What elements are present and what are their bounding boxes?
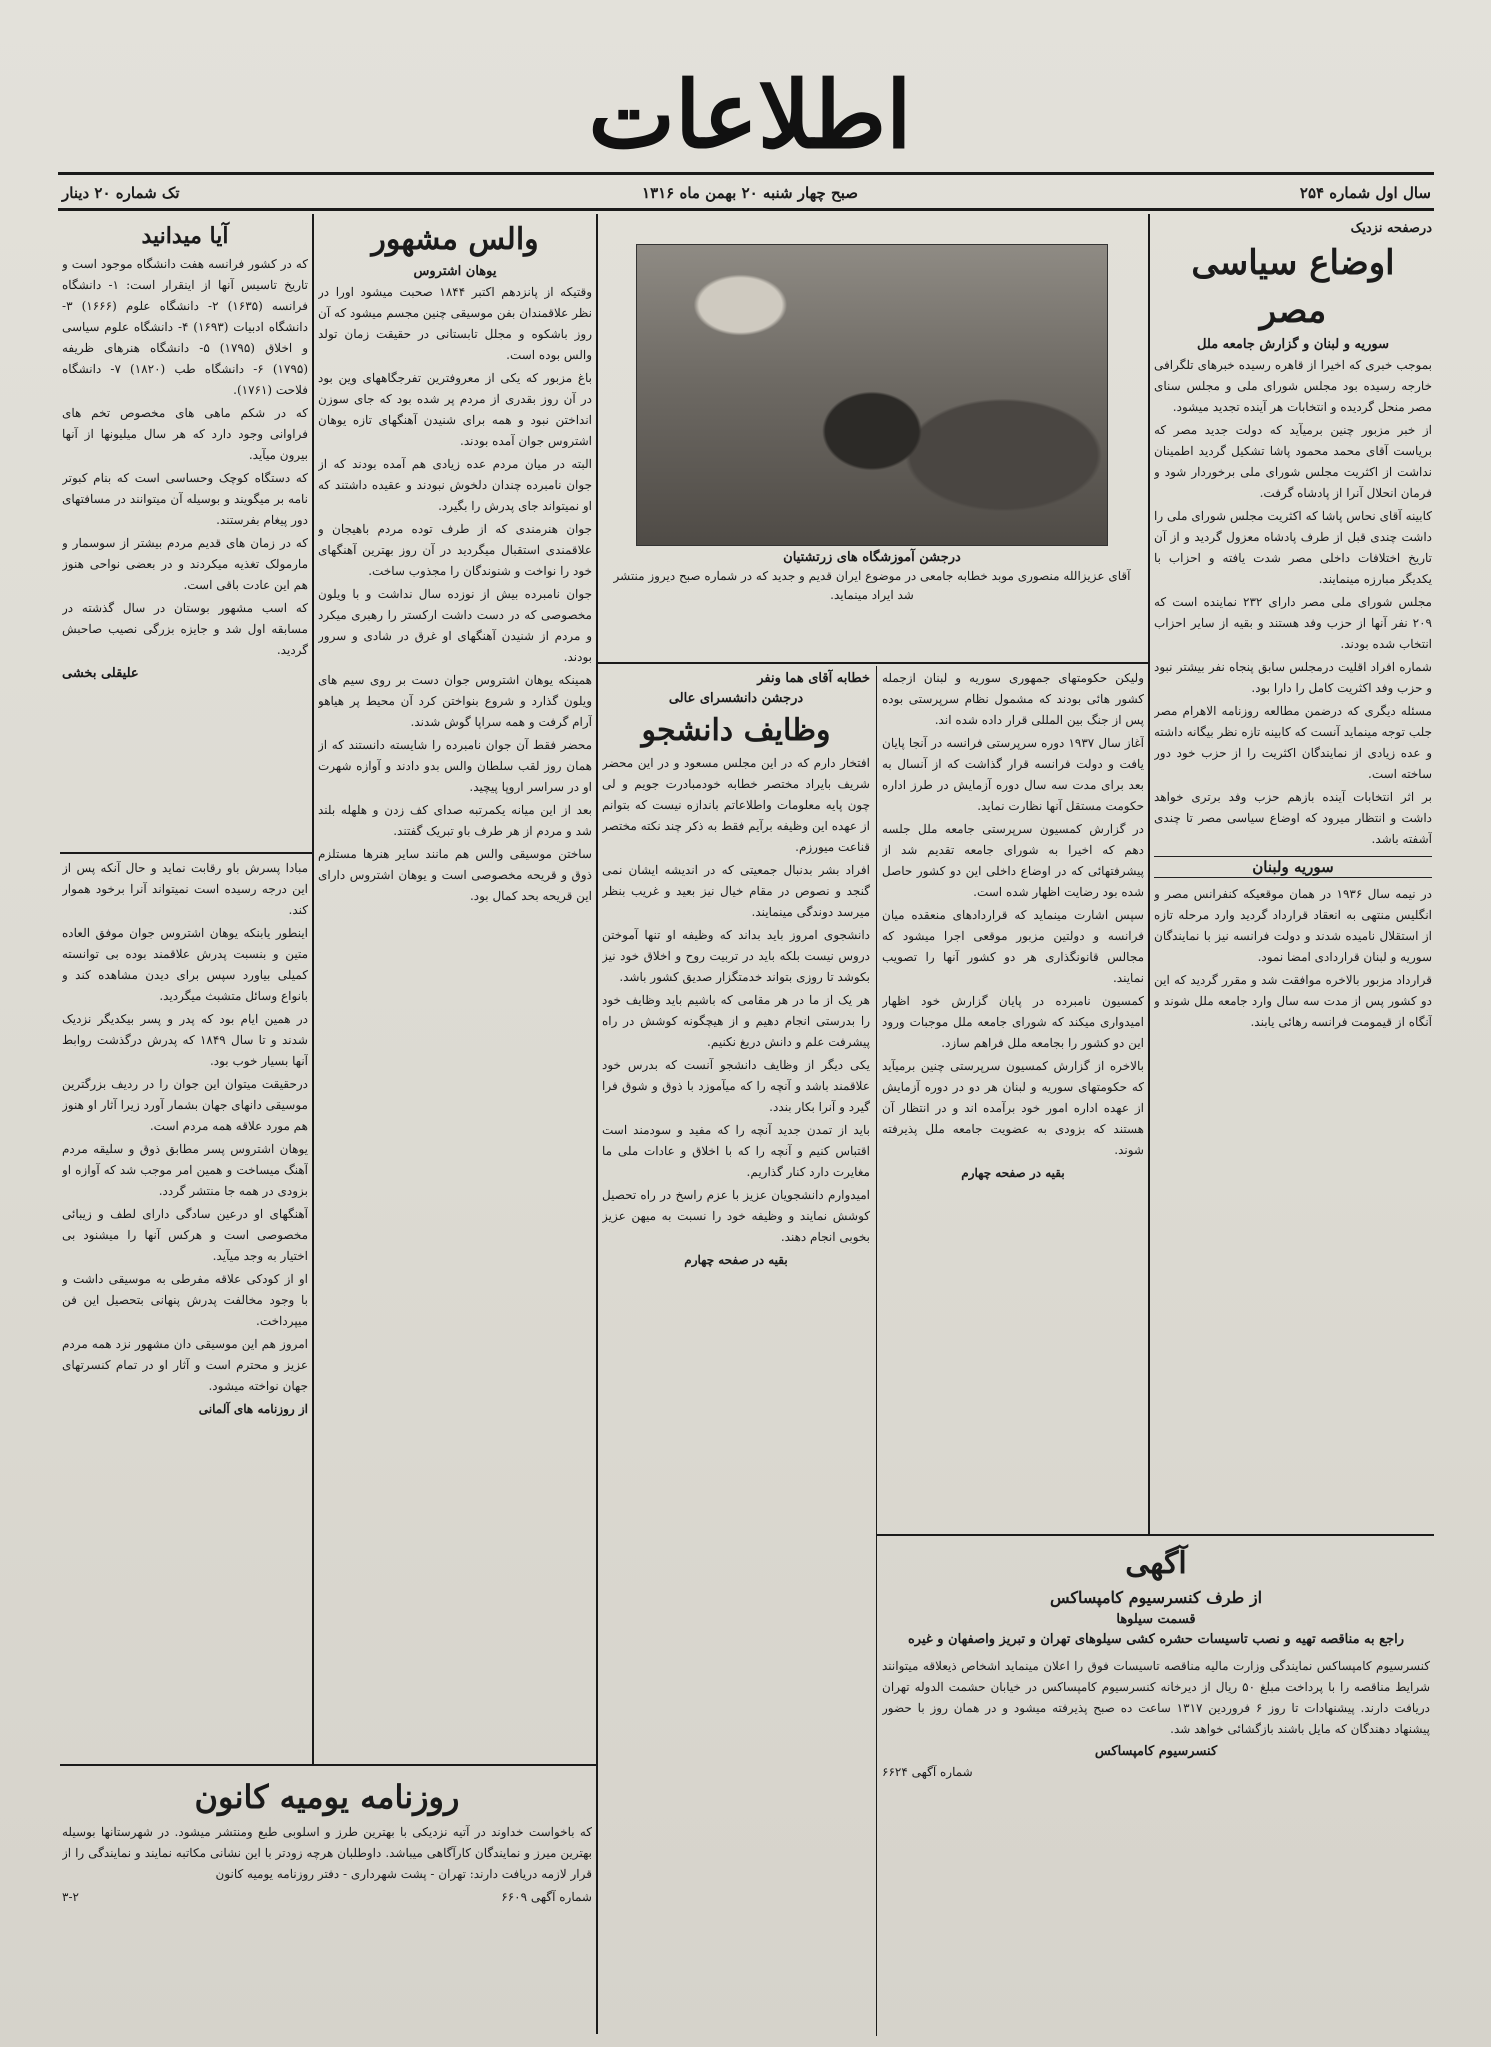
continued-note: بقیه در صفحه چهارم xyxy=(961,1166,1065,1180)
article-paragraph: یکی دیگر از وظایف دانشجو آنست که بدرس خود علاقمند باشد و آنچه را که میآموزد با ذوق و شوق فرا گیرد و آنرا بکار بندد. xyxy=(602,1058,870,1114)
article-paragraph: اینطور یابنکه یوهان اشتروس جوان موفق العاده متین و بنسبت پدرش علاقمند بوده بی توانسته کمیلی بیاورد سپس برای دیدن مشاهده کند و بانواع وسائل متشبث میگردید. xyxy=(62,926,308,1003)
article-paragraph: البته در میان مردم عده زیادی هم آمده بودند که از جوان نامبرده چندان دلخوش نبودند و عقیده داشتند که او نمیتواند جای پدرش را بگیرد. xyxy=(318,457,592,513)
ad-title: آگهی xyxy=(1125,1546,1187,1581)
section-rule xyxy=(60,1764,596,1766)
ad-line: قسمت سیلوها xyxy=(1116,1612,1196,1627)
fact-item: که در شکم ماهی های مخصوص تخم های فراوانی وجود دارد که هر سال میلیونها از آنها بیرون میآید. xyxy=(62,406,308,462)
article-paragraph: در همین ایام بود که پدر و پسر بیکدیگر نزدیک شدند و تا سال ۱۸۴۹ که پدرش درگذشت روابط آنها بسیار خوب بود. xyxy=(62,1012,308,1068)
article-paragraph: افراد بشر بدنبال جمعیتی که در اندیشه ایشان نمی گنجد و نصوص در مقام خیال نیز بعید و غریب بنظر میرسد دوندگی مینمایند. xyxy=(602,863,870,919)
ad-line: راجع به مناقصه تهیه و نصب تاسیسات حشره کشی سیلوهای تهران و تبریز واصفهان و غیره xyxy=(907,1632,1405,1647)
section-rule xyxy=(60,852,312,854)
article-paragraph: محضر فقط آن جوان نامبرده را شایسته دانستند که از همان روز لقب سلطان والس بدو دادند و آوازه شهرت او در سراسر اروپا پیچید. xyxy=(318,738,592,794)
source-note: از روزنامه های آلمانی xyxy=(198,1402,308,1416)
issue-price: تک شماره ۲۰ دینار xyxy=(62,184,180,202)
section-rule xyxy=(596,662,1148,664)
article-author: یوهان اشتروس xyxy=(413,264,497,279)
photo-caption-title: درجشن آموزشگاه های زرتشتیان xyxy=(783,550,961,565)
column-rule xyxy=(596,214,598,2034)
column-rule xyxy=(876,666,877,2036)
article-paragraph: مبادا پسرش باو رقابت نماید و حال آنکه پس از این درجه رسیده است نمیتواند آنرا برخود هموار کند. xyxy=(62,861,308,917)
ad-body: کنسرسیوم کامپساکس نمایندگی وزارت مالیه مناقصه تاسیسات فوق را اعلان مینماید اشخاص ذیعلاقه میتوانند شرایط مناقصه را با پرداخت مبلغ ۵۰ ریال از دیرخانه کنسرسیوم کامپساکس در خیابان حشمت الدوله تهران دریافت دارند. پیشنهادات تا روز ۶ فروردین ۱۳۱۷ ساعت ده صبح پذیرفته میشود و در همان روز با حضور پیشنهاد دهندگان که مایل باشند بازگشائی خواهد شد. xyxy=(882,1659,1430,1736)
section-heading: سوریه ولبنان xyxy=(1154,856,1432,878)
article-paragraph: جوان هنرمندی که از طرف توده مردم باهیجان و علاقمندی استقبال میگردید در آن روز بهترین آهنگهای خود را نواخت و شنوندگان را مجذوب ساخت. xyxy=(318,522,592,578)
column-rule xyxy=(312,214,314,1764)
article-paragraph: آهنگهای او درعین سادگی دارای لطف و زیبائی مخصوصی است و هرکس آنها را میشنود بی اختیار به وجد میآید. xyxy=(62,1207,308,1263)
article-paragraph: یوهان اشتروس پسر مطابق ذوق و سلیقه مردم آهنگ میساخت و همین امر موجب شد که آوازه او بزودی در همه جا منتشر گردد. xyxy=(62,1142,308,1198)
photo-caption xyxy=(606,548,1138,605)
article-student-duties xyxy=(602,668,870,2030)
article-paragraph: بالاخره از گزارش کمسیون سرپرستی چنین برمیآید که حکومتهای سوریه و لبنان هر دو در دوره آزمایش از عهده اداره امور خود برآمده اند و در انتظار آن هستند که بزودی به عضویت جامعه ملل پذیرفته شوند. xyxy=(882,1059,1144,1157)
article-paragraph: درحقیقت میتوان این جوان را در ردیف بزرگترین موسیقی دانهای جهان بشمار آورد زیرا آثار او هنوز هم مورد علاقه همه مردم است. xyxy=(62,1077,308,1133)
article-strauss-continued xyxy=(62,858,308,1758)
article-paragraph: ولیکن حکومتهای جمهوری سوریه و لبنان ازجمله کشور هائی بودند که مشمول نظام سرپرستی بوده پس از جنگ بین المللی قرار داده شده اند. xyxy=(882,671,1144,727)
issue-date: صبح چهار شنبه ۲۰ بهمن ماه ۱۳۱۶ xyxy=(642,184,858,202)
article-paragraph: دانشجوی امروز باید بداند که وظیفه او تنها آموختن دروس نیست بلکه باید در تربیت روح و اخلاق خود نیز بکوشد تا روزی بتواند خدمتگزار صدیق کشور باشد. xyxy=(602,928,870,984)
fact-item: که در کشور فرانسه هفت دانشگاه موجود است و تاریخ تاسیس آنها از اینقرار است: ۱- دانشگاه فرانسه (۱۶۳۵) ۲- دانشگاه علوم (۱۶۶۶) ۳- دانشگاه ادبیات (۱۶۹۳) ۴- دانشگاه علوم سیاسی و اخلاق (۱۷۹۵) ۵- دانشگاه هنرهای ظریفه (۱۷۹۵) ۶- دانشگاه طب (۱۸۲۰) ۷- دانشگاه فلاحت (۱۷۶۱). xyxy=(62,257,308,397)
ad-line: از طرف کنسرسیوم کامپساکس xyxy=(1049,1588,1263,1607)
article-paragraph: بعد از این میانه یکمرتبه صدای کف زدن و هلهله بلند شد و مردم از هر طرف باو تبریک گفتند. xyxy=(318,803,592,838)
masthead-rule-bottom xyxy=(58,208,1434,211)
article-headline: اوضاع سیاسی مصر xyxy=(1191,243,1395,331)
ad-number: شماره آگهی ۶۶۰۹ xyxy=(501,1890,592,1904)
article-headline: آیا میدانید xyxy=(141,223,229,249)
article-kicker: درصفحه نزدیک xyxy=(1350,221,1432,236)
ad-number: شماره آگهی ۶۶۲۴ xyxy=(882,1765,973,1779)
ad-code: ۳-۲ xyxy=(62,1890,79,1904)
article-paragraph: کابینه آقای نحاس پاشا که اکثریت مجلس شورای ملی را داشت چندی قبل از طرف پادشاه معزول گردید و از آن تاریخ اختلافات داخلی مصر شدت یافته و احزاب با یکدیگر مبارزه مینمایند. xyxy=(1154,509,1432,586)
article-paragraph: جوان نامبرده بیش از نوزده سال نداشت و با ویلون مخصوصی که در دست داشت ارکستر را رهبری میکرد و مردم از شنیدن آهنگهای او غرق در شادی و سرور بودند. xyxy=(318,587,592,664)
article-paragraph: مجلس شورای ملی مصر دارای ۲۳۲ نماینده است که ۲۰۹ نفر آنها از حزب وفد هستند و بقیه از سایر احزاب انتخاب شده بودند. xyxy=(1154,595,1432,651)
article-subheadline: سوریه و لبنان و گزارش جامعه ملل xyxy=(1197,337,1389,352)
article-paragraph: سپس اشارت مینماید که قراردادهای منعقده میان فرانسه و دولتین مزبور موقعی اجرا میشود که مجالس قانونگذاری هر دو کشور آنها را تصویب نمایند. xyxy=(882,908,1144,985)
ad-body: که باخواست خداوند در آتیه نزدیکی با بهترین طرز و اسلوبی طبع ومنتشر میشود. در شهرستانها بوسیله بهترین میرز و نمایندگان کارآگاهی میباشد. داوطلبان هرچه زودتر با این نشانی مکاتبه نمایند و نمایندگی را از قرار لازمه دریافت دارند: تهران - پشت شهرداری - دفتر روزنامه یومیه کانون xyxy=(62,1825,592,1881)
ad-title: روزنامه یومیه کانون xyxy=(194,1778,460,1816)
advertisement-kanoon xyxy=(62,1772,592,2030)
article-kicker: خطابه آقای هما ونفر xyxy=(757,671,870,686)
article-paragraph: افتخار دارم که در این مجلس مسعود و در این محضر شریف بایراد مختصر خطابه خودمبادرت جویم و لی چون پایه معلومات واطلاعاتم باندازه نیست که بتوانم از عهده این وظیفه برآیم فقط به ذکر چند نکته مختصر قناعت میورزم. xyxy=(602,756,870,854)
fact-item: که دستگاه کوچک وحساسی است که بنام کبوتر نامه بر میگویند و بوسیله آن میتوانند در مسافتهای دور پیغام بفرستند. xyxy=(62,471,308,527)
continued-note: بقیه در صفحه چهارم xyxy=(684,1253,788,1267)
author-signature: علیقلی بخشی xyxy=(62,666,139,681)
article-paragraph: در نیمه سال ۱۹۳۶ در همان موقعیکه کنفرانس مصر و انگلیس منتهی به انعقاد قرارداد گردید وارد مرحله تازه از استقلال نامیده شدند و دولت فرانسه نیز با نمایندگان سوریه و لبنان قراردادی امضا نمود. xyxy=(1154,887,1432,964)
article-famous-waltz xyxy=(318,218,592,1758)
news-photo xyxy=(636,244,1108,546)
article-paragraph: از خبر مزبور چنین برمیآید که دولت جدید مصر که بریاست آقای محمد محمود پاشا تشکیل گردید اطمینان نداشت از اکثریت مجلس شورای ملی برخوردار شود و فرمان انحلال آنرا از پادشاه گرفت. xyxy=(1154,423,1432,500)
newspaper-masthead: اطلاعات xyxy=(588,61,912,169)
fact-item: که در زمان های قدیم مردم بیشتر از سوسمار و مارمولک تغذیه میکردند و در بعضی نواحی هنوز هم این عادت باقی است. xyxy=(62,536,308,592)
article-paragraph: آغاز سال ۱۹۳۷ دوره سرپرستی فرانسه در آنجا پایان یافت و دولت فرانسه قرار گذاشت که از آنسال به بعد برای مدت سه سال دوره آزمایش در طرز اداره حکومت مستقل آنها نظارت نماید. xyxy=(882,736,1144,813)
article-did-you-know xyxy=(62,218,308,848)
article-paragraph: قرارداد مزبور بالاخره موافقت شد و مقرر گردید که این دو کشور پس از مدت سه سال وارد جامعه ملل شوند و آنگاه از قیمومت فرانسه رهائی یابند. xyxy=(1154,973,1432,1029)
article-paragraph: هر یک از ما در هر مقامی که باشیم باید وظایف خود را بدرستی انجام دهیم و از هیچگونه کوشش در راه پیشرفت علم و دانش دریغ نکنیم. xyxy=(602,993,870,1049)
article-paragraph: ساختن موسیقی والس هم مانند سایر هنرها مستلزم ذوق و قریحه مخصوصی است و یوهان اشتروس دارای این قریحه بحد کمال بود. xyxy=(318,847,592,903)
article-paragraph: امیدوارم دانشجویان عزیز با عزم راسخ در راه تحصیل کوشش نمایند و وظیفه خود را نسبت به میهن عزیز بخوبی انجام دهند. xyxy=(602,1188,870,1244)
ad-signature: کنسرسیوم کامپساکس xyxy=(1094,1744,1218,1759)
article-paragraph: امروز هم این موسیقی دان مشهور نزد همه مردم عزیز و محترم است و آثار او در تمام کنسرتهای جهان نواخته میشود. xyxy=(62,1337,308,1393)
article-paragraph: همینکه یوهان اشتروس جوان دست بر روی سیم های ویلون گذارد و شروع بنواختن کرد آن محیط پر هیاهو آرام گرفت و همه سراپا گوش شدند. xyxy=(318,673,592,729)
issue-number: سال اول شماره ۲۵۴ xyxy=(1299,184,1431,202)
section-rule xyxy=(876,1534,1434,1536)
article-paragraph: مسئله دیگری که درضمن مطالعه روزنامه الاهرام مصر جلب توجه مینماید آنست که کابینه تازه نظر بیگانه داشته و عده زیادی از نمایندگان اکثریت را از حزب خود دور ساخته است. xyxy=(1154,704,1432,781)
article-headline: وظایف دانشجو xyxy=(641,713,831,748)
article-paragraph: در گزارش کمسیون سرپرستی جامعه ملل جلسه دهم که اخیرا به شورای جامعه تقدیم شد از پیشرفتهائی که در اوضاع داخلی این دو کشور حاصل شده بود رضایت اظهار شده است. xyxy=(882,822,1144,899)
article-paragraph: او از کودکی علاقه مفرطی به موسیقی داشت و با وجود مخالفت پدرش پنهانی بتحصیل این فن میپرداخت. xyxy=(62,1272,308,1328)
article-paragraph: کمسیون نامبرده در پایان گزارش خود اظهار امیدواری میکند که شورای جامعه ملل موجبات ورود این دو کشور را بجامعه ملل فراهم سازد. xyxy=(882,994,1144,1050)
masthead-rule-top xyxy=(58,172,1434,175)
article-egypt xyxy=(1154,218,1432,1530)
article-paragraph: شماره افراد اقلیت درمجلس سابق پنجاه نفر بیشتر نبود و حزب وفد اکثریت کامل را دارا بود. xyxy=(1154,660,1432,695)
ad-footer xyxy=(62,1887,592,1908)
fact-item: که اسب مشهور بوستان در سال گذشته در مسابقه اول شد و جایزه بزرگی نصیب صاحبش گردید. xyxy=(62,601,308,657)
article-paragraph: وقتیکه از پانزدهم اکتبر ۱۸۴۴ صحبت میشود اورا در نظر علاقمندان بفن موسیقی چنین مجسم میشود که آن روز باشکوه و مجلل تابستانی در حقیقت زمان تولد والس بوده است. xyxy=(318,285,592,362)
advertisement-campsax xyxy=(882,1542,1430,2030)
article-syria-lebanon xyxy=(882,668,1144,1530)
article-paragraph: باید از تمدن جدید آنچه را که مفید و سودمند است اقتباس کنیم و آنچه را که با اخلاق و عادات ملی ما مغایرت دارد کنار گذاریم. xyxy=(602,1123,870,1179)
article-paragraph: بر اثر انتخابات آینده بازهم حزب وفد برتری خواهد داشت و انتظار میرود که اوضاع سیاسی مصر تا چندی آشفته باشد. xyxy=(1154,790,1432,846)
article-paragraph: باغ مزبور که یکی از معروفترین تفرجگاههای وین بود در آن روز بقدری از مردم پر شده بود که جای سوزن انداختن نبود و همه برای شنیدن آهنگهای تازه یوهان اشتروس جوان آمده بودند. xyxy=(318,371,592,448)
article-headline: والس مشهور xyxy=(371,222,539,257)
article-pretitle: درجشن دانشسرای عالی xyxy=(668,691,804,706)
photo-caption-text: آقای عزیزالله منصوری موبد خطابه جامعی در موضوع ایران قدیم و جدید که در شماره صبح دیروز منتشر شد ایراد مینماید. xyxy=(613,569,1131,602)
article-paragraph: بموجب خبری که اخیرا از قاهره رسیده خبرهای تلگرافی خارجه رسیده بود مجلس شورای ملی و مجلس سنای مصر منحل گردیده و انتخابات هر آینده تجدید میشود. xyxy=(1154,358,1432,414)
column-rule xyxy=(1148,214,1150,1534)
